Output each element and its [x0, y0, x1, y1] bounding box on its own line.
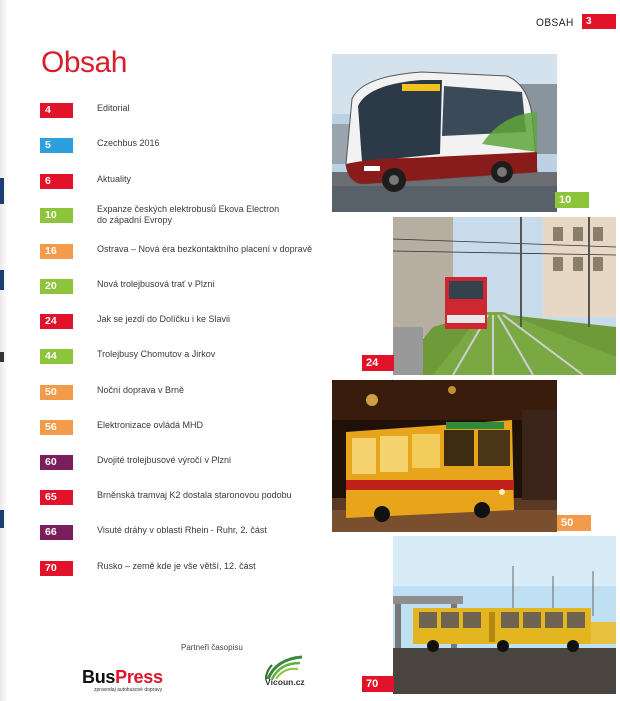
toc-item[interactable]: [40, 385, 340, 401]
partners-label: Partneři časopisu: [181, 643, 243, 652]
toc-item[interactable]: [40, 525, 340, 541]
toc-item-title: Elektronizace ovládá MHD: [97, 420, 204, 430]
toc-item-title: Ostrava – Nová éra bezkontaktního placení v dopravě: [97, 244, 313, 254]
section-title: OBSAH: [536, 17, 574, 29]
toc-item-title: Visuté dráhy v oblasti Rhein - Ruhr, 2. část: [97, 525, 267, 535]
photo-electric-bus: [332, 54, 572, 212]
toc-item[interactable]: [40, 561, 340, 577]
toc-item[interactable]: [40, 174, 340, 190]
toc-item[interactable]: [40, 279, 340, 295]
toc-item-title: Czechbus 2016: [97, 138, 160, 148]
edge-mark: [0, 510, 4, 528]
edge-mark: [0, 178, 4, 204]
tram-illustration: [393, 217, 616, 375]
toc-page-badge: 70: [40, 561, 73, 576]
vicoun-wordmark: Vícoun.cz: [265, 677, 305, 687]
toc-item[interactable]: [40, 349, 340, 365]
night-bus-illustration: [332, 380, 557, 532]
toc-item-title: Aktuality: [97, 174, 132, 184]
vicoun-logo[interactable]: [262, 653, 306, 697]
buspress-tagline: zpravodaj autobusové dopravy: [94, 687, 163, 693]
toc-page-badge: 65: [40, 490, 73, 505]
edge-mark: [0, 270, 4, 290]
photo-page-badge: 70: [362, 676, 394, 692]
toc-item-title: Noční doprava v Brně: [97, 385, 185, 395]
photo-night-bus: [332, 380, 574, 532]
toc-item[interactable]: [40, 138, 340, 154]
toc-item[interactable]: [40, 204, 340, 225]
photo-yellow-bus: [393, 536, 616, 694]
buspress-logo[interactable]: [82, 668, 163, 693]
photo-page-badge: 50: [557, 515, 591, 531]
toc-item[interactable]: [40, 103, 340, 119]
toc-page-badge: 10: [40, 208, 73, 223]
electric-bus-illustration: [332, 54, 557, 212]
toc-page-badge: 66: [40, 525, 73, 540]
toc-item[interactable]: [40, 314, 340, 330]
toc-page-badge: 60: [40, 455, 73, 470]
toc-item-title: Trolejbusy Chomutov a Jirkov: [97, 349, 216, 359]
toc-page-badge: 6: [40, 174, 73, 189]
photo-page-badge: 24: [362, 355, 394, 371]
toc-item[interactable]: [40, 490, 340, 506]
toc-item-title: [97, 204, 337, 226]
toc-item-title: Brněnská tramvaj K2 dostala staronovou podobu: [97, 490, 292, 500]
toc-item-title: Dvojité trolejbusové výročí v Plzni: [97, 455, 232, 465]
photo-page-badge: 10: [555, 192, 589, 208]
photo-tram: [393, 217, 616, 375]
toc-page-badge: 20: [40, 279, 73, 294]
toc-title: Obsah: [41, 46, 127, 79]
toc-item-title: Editorial: [97, 103, 130, 113]
toc-item-title: Rusko – země kde je vše větší, 12. část: [97, 561, 256, 571]
toc-item-title-line2: do západní Evropy: [97, 215, 173, 225]
edge-mark: [0, 352, 4, 362]
toc-page-badge: 16: [40, 244, 73, 259]
yellow-bus-illustration: [393, 536, 616, 694]
page-edge: [0, 0, 8, 701]
toc-page-badge: 24: [40, 314, 73, 329]
buspress-wordmark: [82, 668, 163, 686]
toc-item[interactable]: [40, 455, 340, 471]
toc-item[interactable]: [40, 244, 340, 260]
toc-item[interactable]: [40, 420, 340, 436]
toc-page-badge: 44: [40, 349, 73, 364]
toc-page-badge: 4: [40, 103, 73, 118]
buspress-press: Press: [115, 667, 163, 687]
toc-page-badge: 5: [40, 138, 73, 153]
toc-item-title: Jak se jezdí do Dolíčku i ke Slavii: [97, 314, 231, 324]
buspress-bus: Bus: [82, 667, 116, 687]
toc-page-badge: 50: [40, 385, 73, 400]
toc-item-title-line1: Expanze českých elektrobusů Ekova Electron: [97, 204, 280, 214]
toc-page-badge: 56: [40, 420, 73, 435]
toc-item-title: Nová trolejbusová trať v Plzni: [97, 279, 215, 289]
page-number: 3: [582, 14, 616, 29]
